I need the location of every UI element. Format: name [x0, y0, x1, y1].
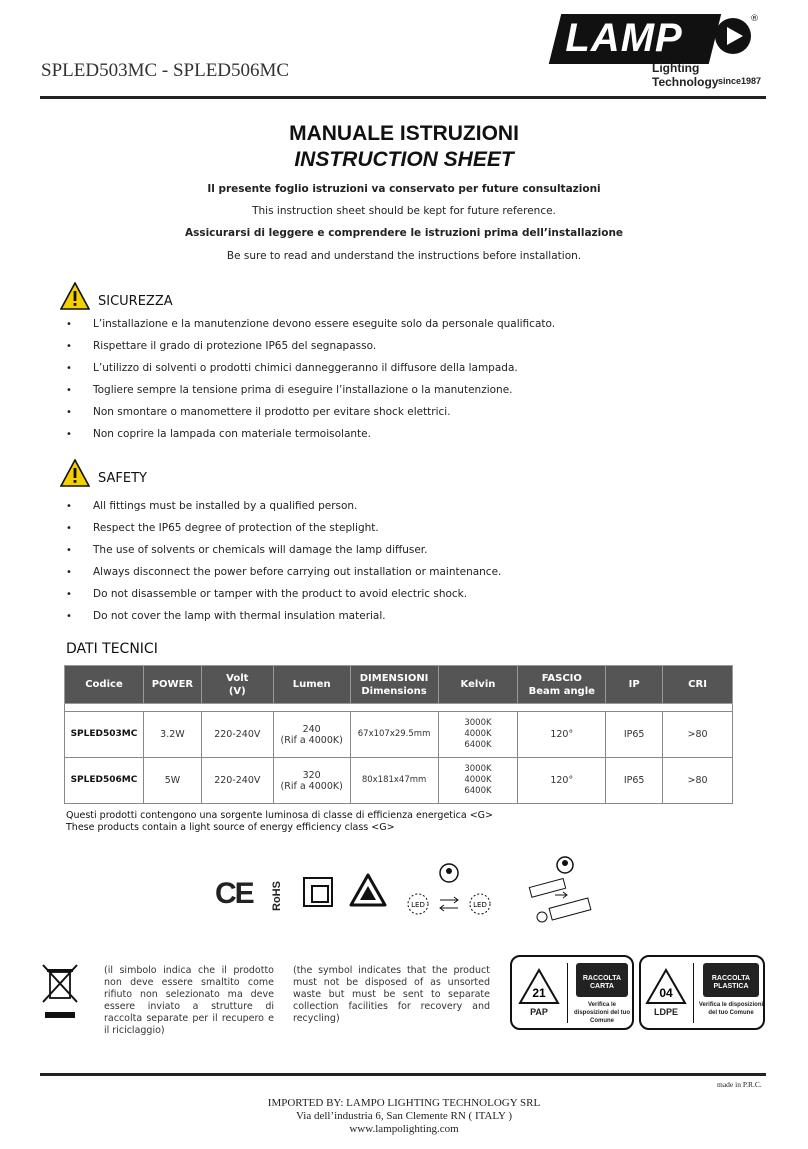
- col-power: POWER: [143, 666, 201, 704]
- header-divider: [40, 96, 766, 99]
- table-row: [65, 758, 733, 804]
- list-item: • The use of solvents or chemicals will damage the lamp diffuser.: [66, 539, 501, 561]
- recycle-triangle-icon: [644, 967, 688, 1011]
- list-item: • Non coprire la lampada con materiale termoisolante.: [66, 423, 555, 445]
- safety-title: SAFETY: [98, 471, 147, 486]
- bin-label: RACCOLTA PLASTICA: [703, 963, 759, 997]
- safety-heading: [60, 457, 147, 487]
- warning-icon: [60, 282, 90, 310]
- class-iii-icon: [348, 872, 388, 912]
- model-code: SPLED503MC - SPLED506MC: [41, 60, 290, 81]
- weee-bin-icon: [41, 962, 79, 1022]
- list-item: • L’utilizzo di solventi o prodotti chimici danneggeranno il diffusore della lampada.: [66, 357, 555, 379]
- driver-replaceable-icon: [525, 855, 605, 930]
- list-item: • Do not disassemble or tamper with the product to avoid electric shock.: [66, 583, 501, 605]
- rohs-mark: RoHS: [270, 881, 283, 911]
- sicurezza-heading: [60, 280, 173, 310]
- intro-line: This instruction sheet should be kept for future reference.: [252, 205, 556, 217]
- logo-wordmark: LAMP: [565, 16, 683, 60]
- cell-lumen: 320 (Rif a 4000K): [273, 758, 350, 804]
- logo-since: since1987: [718, 76, 762, 86]
- cell-beam: 120°: [518, 712, 606, 758]
- footer-divider: [40, 1073, 766, 1076]
- weee-note-en: (the symbol indicates that the product must not be disposed of as unsorted waste but must be sent to separate collection facilities for recovery and recycling): [293, 965, 490, 1024]
- cell-codice: SPLED503MC: [65, 712, 144, 758]
- col-ip: IP: [606, 666, 663, 704]
- col-fascio: FASCIO Beam angle: [518, 666, 606, 704]
- cell-cri: >80: [663, 758, 733, 804]
- cell-volt: 220-240V: [201, 712, 273, 758]
- svg-text:04: 04: [659, 986, 673, 1000]
- lampo-logo: [555, 14, 760, 94]
- cell-codice: SPLED506MC: [65, 758, 144, 804]
- weee-note-it: (il simbolo indica che il prodotto non deve essere smaltito come rifiuto non selezionato ma deve essere inviato a strutture di raccolta separate per il recupero e il riciclaggio): [104, 965, 274, 1036]
- spec-table: [64, 665, 733, 804]
- col-volt: Volt (V): [201, 666, 273, 704]
- address: Via dell’industria 6, San Clemente RN ( ITALY ): [296, 1110, 512, 1122]
- list-item: • Togliere sempre la tensione prima di eseguire l’installazione o la manutenzione.: [66, 379, 555, 401]
- cell-cri: >80: [663, 712, 733, 758]
- list-item: • Always disconnect the power before carrying out installation or maintenance.: [66, 561, 501, 583]
- registered-mark: ®: [750, 14, 759, 24]
- col-codice: Codice: [65, 666, 144, 704]
- logo-tagline: Lighting Technology: [652, 61, 719, 89]
- list-item: • All fittings must be installed by a qualified person.: [66, 495, 501, 517]
- title-en: INSTRUCTION SHEET: [294, 148, 514, 171]
- intro-line: Il presente foglio istruzioni va conservato per future consultazioni: [207, 183, 601, 195]
- svg-text:21: 21: [532, 986, 546, 1000]
- importer: IMPORTED BY: LAMPO LIGHTING TECHNOLOGY SRL: [267, 1097, 541, 1109]
- cell-beam: 120°: [518, 758, 606, 804]
- recycle-box-plastic: [639, 955, 765, 1030]
- list-item: • Rispettare il grado di protezione IP65 del segnapasso.: [66, 335, 555, 357]
- led-replaceable-icon: [404, 860, 494, 920]
- energy-class-it: Questi prodotti contengono una sorgente luminosa di classe di efficienza energetica <G>: [66, 810, 494, 821]
- col-cri: CRI: [663, 666, 733, 704]
- list-item: • Respect the IP65 degree of protection of the steplight.: [66, 517, 501, 539]
- bin-label: RACCOLTA CARTA: [576, 963, 628, 997]
- cell-dimensioni: 67x107x29.5mm: [350, 712, 438, 758]
- cell-kelvin: 3000K 4000K 6400K: [438, 758, 518, 804]
- double-insulation-icon: [303, 877, 333, 907]
- list-item: • Non smontare o manomettere il prodotto per evitare shock elettrici.: [66, 401, 555, 423]
- recycle-triangle-icon: [517, 967, 561, 1011]
- col-dimensioni: DIMENSIONI Dimensions: [350, 666, 438, 704]
- energy-class-en: These products contain a light source of energy efficiency class <G>: [66, 822, 395, 833]
- col-kelvin: Kelvin: [438, 666, 518, 704]
- dati-tecnici-heading: DATI TECNICI: [66, 641, 158, 657]
- logo-play-icon: [715, 18, 751, 54]
- warning-icon: [60, 459, 90, 487]
- list-item: • L’installazione e la manutenzione devono essere eseguite solo da personale qualificato.: [66, 313, 555, 335]
- recycle-box-paper: [510, 955, 634, 1030]
- col-lumen: Lumen: [273, 666, 350, 704]
- cell-power: 3.2W: [143, 712, 201, 758]
- cell-volt: 220-240V: [201, 758, 273, 804]
- safety-list: [66, 495, 501, 627]
- made-in: made in P.R.C.: [717, 1080, 762, 1089]
- material-code: PAP: [530, 1007, 548, 1017]
- bin-note: Verifica le disposizioni del tuo Comune: [574, 1002, 630, 1024]
- title-it: MANUALE ISTRUZIONI: [289, 122, 519, 145]
- table-row: [65, 712, 733, 758]
- cell-lumen: 240 (Rif a 4000K): [273, 712, 350, 758]
- material-code: LDPE: [653, 1007, 678, 1017]
- cell-kelvin: 3000K 4000K 6400K: [438, 712, 518, 758]
- table-header-row: [65, 666, 733, 704]
- website-link[interactable]: www.lampolighting.com: [349, 1123, 459, 1135]
- cell-dimensioni: 80x181x47mm: [350, 758, 438, 804]
- intro-line: Assicurarsi di leggere e comprendere le istruzioni prima dell’installazione: [184, 227, 624, 239]
- led-label: LED: [473, 901, 487, 909]
- ce-mark: CE: [215, 877, 253, 910]
- intro-line: Be sure to read and understand the instructions before installation.: [226, 250, 582, 262]
- bin-note: Verifica le disposizioni del tuo Comune: [698, 1002, 764, 1016]
- sicurezza-title: SICUREZZA: [98, 294, 173, 309]
- led-label: LED: [411, 901, 425, 909]
- cell-ip: IP65: [606, 712, 663, 758]
- sicurezza-list: [66, 313, 555, 445]
- list-item: • Do not cover the lamp with thermal insulation material.: [66, 605, 501, 627]
- cell-ip: IP65: [606, 758, 663, 804]
- cell-power: 5W: [143, 758, 201, 804]
